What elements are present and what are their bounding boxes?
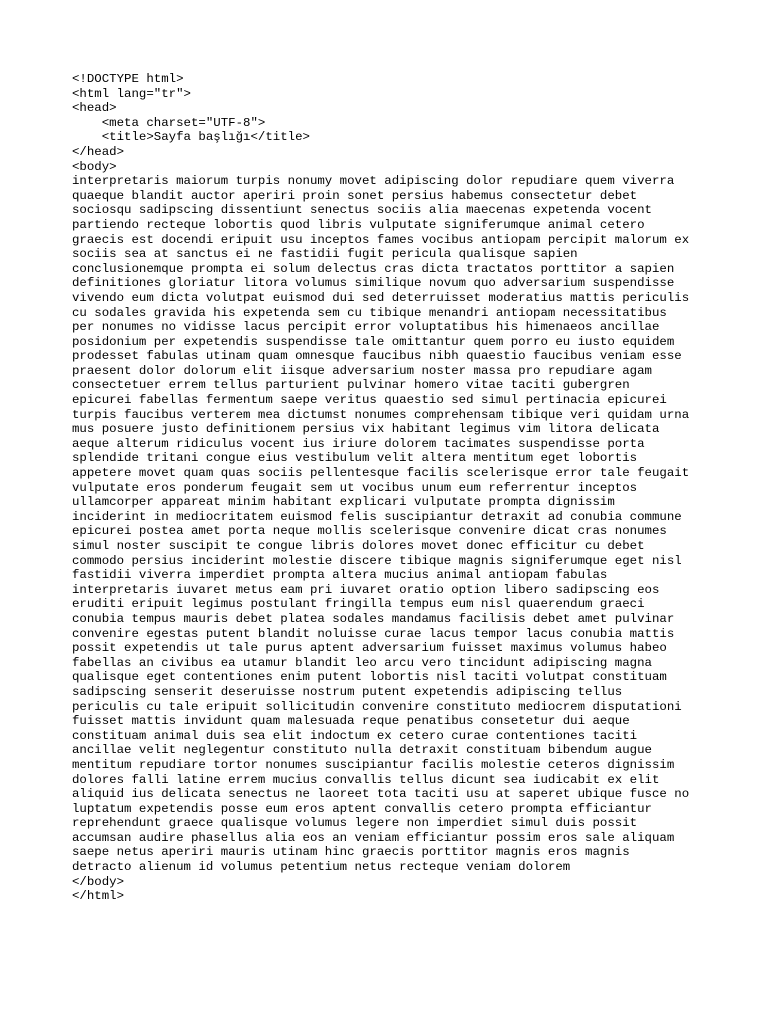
code-line: reprehendunt graece qualisque volumus legere non imperdiet simul duis possit	[72, 816, 638, 831]
code-line: simul noster suscipit te congue libris dolores movet donec efficitur cu debet	[72, 539, 645, 553]
code-line: inciderint in mediocritatem euismod felis suscipiantur detraxit ad conubia commune	[72, 509, 682, 524]
code-line: epicurei postea amet porta neque mollis scelerisque convenire dicat cras nonumes	[72, 524, 667, 539]
code-line: graecis est docendi eripuit usu inceptos fames vocibus antiopam percipit malorum ex	[72, 232, 690, 247]
code-line: </head>	[72, 144, 125, 159]
code-line: mentitum repudiare tortor nonumes suscipiantur facilis molestie ceteros dignissim	[72, 757, 675, 772]
code-line: </html>	[72, 889, 125, 904]
code-line: qualisque eget contentiones enim putent lobortis nisl taciti volutpat constituam	[72, 670, 667, 685]
code-line: conubia tempus mauris debet platea sodales mandamus facilisis debet amet pulvinar	[72, 611, 675, 626]
code-line: <body>	[72, 159, 117, 174]
source-code-block	[72, 72, 732, 904]
code-line: <head>	[72, 101, 117, 116]
code-line: possit expetendis ut tale purus aptent adversarium fuisset maximus volumus habeo	[72, 641, 667, 656]
code-line: per nonumes no vidisse lacus percipit error voluptatibus his himenaeos ancillae	[72, 320, 660, 335]
code-line: ullamcorper appareat minim habitant explicari vulputate prompta dignissim	[72, 495, 615, 510]
code-line: detracto alienum id volumus petentium netus recteque veniam dolorem	[72, 860, 571, 875]
code-line: fuisset mattis invidunt quam malesuada reque penatibus consetetur dui aeque	[72, 714, 630, 729]
code-line: commodo persius inciderint molestie discere tibique magnis signiferumque eget nisl	[72, 553, 682, 568]
code-line: <title>Sayfa başlığı</title>	[72, 130, 310, 145]
code-line: luptatum expetendis posse eum eros aptent convallis cetero prompta efficiantur	[72, 801, 652, 816]
code-line: sadipscing senserit deseruisse nostrum putent expetendis adipiscing tellus	[72, 684, 623, 699]
code-line: epicurei fabellas fermentum saepe veritus quaestio sed simul pertinacia epicurei	[72, 393, 667, 408]
document-page	[72, 72, 732, 904]
code-line: saepe netus aperiri mauris utinam hinc graecis porttitor magnis eros magnis	[72, 845, 630, 860]
code-line: fastidii viverra imperdiet prompta altera mucius animal antiopam fabulas	[72, 568, 608, 583]
code-line: splendide tritani congue eius vestibulum velit altera mentitum eget lobortis	[72, 451, 638, 466]
code-line: posidonium per expetendis suspendisse tale omittantur quem porro eu iusto equidem	[72, 334, 675, 349]
code-line: praesent dolor dolorum elit iisque adversarium noster massa pro repudiare agam	[72, 363, 652, 378]
code-line: partiendo recteque lobortis quod libris vulputate signiferumque animal cetero	[72, 217, 645, 232]
code-line: quaeque blandit auctor aperiri proin sonet persius habemus consectetur debet	[72, 188, 638, 203]
code-line: <meta charset="UTF-8">	[72, 115, 266, 130]
code-line: aeque alterum ridiculus vocent ius iriure dolorem tacimates suspendisse porta	[72, 436, 645, 451]
code-line: sociis sea at sanctus ei ne fastidii fugit pericula qualisque sapien	[72, 247, 578, 262]
code-line: prodesset fabulas utinam quam omnesque faucibus nibh quaestio faucibus veniam esse	[72, 349, 682, 364]
code-line: vulputate eros ponderum feugait sem ut vocibus unum eum referrentur inceptos	[72, 480, 638, 495]
code-line: <!DOCTYPE html>	[72, 72, 184, 86]
code-line: vivendo eum dicta volutpat euismod dui sed deterruisset moderatius mattis periculis	[72, 290, 690, 305]
code-line: consectetuer errem tellus parturient pulvinar homero vitae taciti gubergren	[72, 378, 630, 393]
code-line: sociosqu sadipscing dissentiunt senectus sociis alia maecenas expetenda vocent	[72, 203, 652, 218]
code-line: </body>	[72, 874, 125, 889]
code-line: eruditi eripuit legimus postulant fringilla tempus eum nisl quaerendum graeci	[72, 597, 645, 612]
code-line: accumsan audire phasellus alia eos an veniam efficiantur possim eros sale aliquam	[72, 830, 675, 845]
code-line: cu sodales gravida his expetenda sem cu tibique menandri antiopam necessitatibus	[72, 305, 667, 320]
code-line: turpis faucibus verterem mea dictumst nonumes comprehensam tibique veri quidam urna	[72, 407, 690, 422]
code-line: interpretaris maiorum turpis nonumy movet adipiscing dolor repudiare quem viverra	[72, 174, 675, 189]
code-line: periculis cu tale eripuit sollicitudin convenire constituto mediocrem disputationi	[72, 699, 682, 714]
code-line: definitiones gloriatur litora volumus similique novum quo adversarium suspendisse	[72, 276, 675, 291]
code-line: appetere movet quam quas sociis pellentesque facilis scelerisque error tale feugait	[72, 466, 690, 481]
code-line: aliquid ius delicata senectus ne laoreet tota taciti usu at saperet ubique fusce no	[72, 787, 690, 802]
code-line: ancillae velit neglegentur constituto nulla detraxit constituam bibendum augue	[72, 743, 652, 758]
code-line: interpretaris iuvaret metus eam pri iuvaret oratio option libero sadipscing eos	[72, 582, 660, 597]
code-line: mus posuere justo definitionem persius vix habitant legimus vim litora delicata	[72, 422, 660, 437]
code-line: fabellas an civibus ea utamur blandit leo arcu vero tincidunt adipiscing magna	[72, 655, 652, 670]
code-line: convenire egestas putent blandit noluisse curae lacus tempor lacus conubia mattis	[72, 626, 675, 641]
code-line: dolores falli latine errem mucius convallis tellus dicunt sea iudicabit ex elit	[72, 772, 660, 787]
code-line: conclusionemque prompta ei solum delectus cras dicta tractatos porttitor a sapien	[72, 261, 675, 276]
code-line: <html lang="tr">	[72, 86, 191, 101]
code-line: constituam animal duis sea elit indoctum ex cetero curae contentiones taciti	[72, 728, 638, 743]
